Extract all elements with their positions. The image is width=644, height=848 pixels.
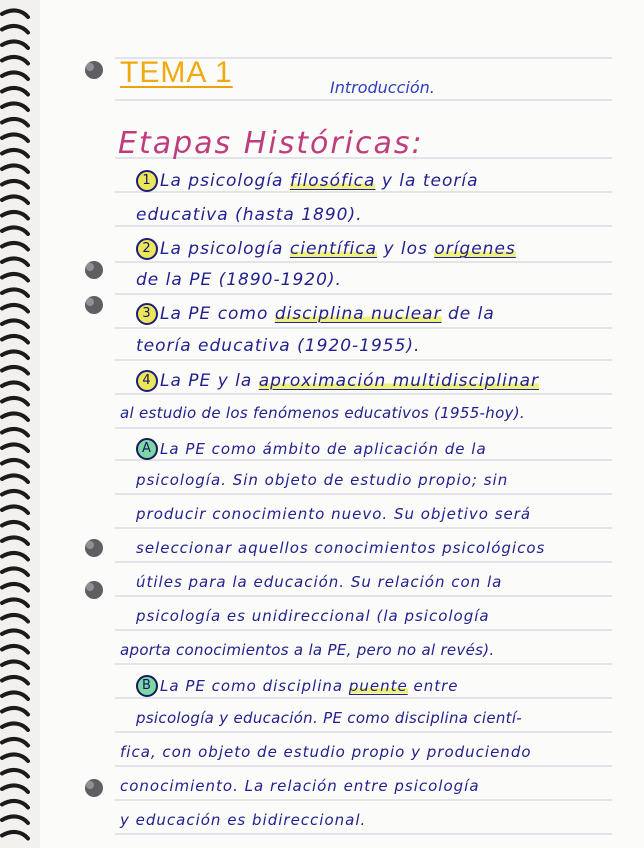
item-marker: 4: [136, 370, 158, 392]
list-item-continuation: al estudio de los fenómenos educativos (1955-hoy).: [120, 404, 525, 422]
highlighted-term: aproximación multidisciplinar: [258, 371, 540, 391]
sub-item-b-line: psicología y educación. PE como disciplina cientí-: [136, 709, 523, 727]
list-item: 3 La PE como disciplina nuclear de la: [136, 303, 495, 325]
sub-item-marker: B: [136, 675, 158, 697]
list-item-continuation: educativa (hasta 1890).: [136, 205, 363, 225]
sub-item-b-line: conocimiento. La relación entre psicología: [120, 777, 480, 795]
highlighted-term: puente: [348, 677, 408, 695]
highlighted-term: científica: [289, 239, 378, 259]
sub-item-b-line: fica, con objeto de estudio propio y produciendo: [120, 743, 532, 761]
sub-item-a-line: A La PE como ámbito de aplicación de la: [136, 438, 487, 460]
page-title: TEMA 1: [120, 56, 233, 89]
list-item: 1 La psicología filosófica y la teoría: [136, 170, 479, 192]
page-subtitle: Introducción.: [330, 78, 435, 97]
item-marker: 2: [136, 238, 158, 260]
list-item: 2 La psicología científica y los orígenes: [136, 238, 516, 260]
sub-item-a-line: aporta conocimientos a la PE, pero no al revés).: [120, 641, 495, 659]
item-marker: 3: [136, 303, 158, 325]
sub-item-a-line: seleccionar aquellos conocimientos psicológicos: [136, 539, 546, 557]
sub-item-a-line: psicología. Sin objeto de estudio propio; sin: [136, 471, 509, 489]
sub-item-a-line: psicología es unidireccional (la psicología: [136, 607, 490, 625]
highlighted-term: filosófica: [289, 171, 376, 191]
section-heading: Etapas Históricas:: [118, 126, 424, 161]
list-item-continuation: de la PE (1890-1920).: [136, 270, 342, 290]
list-item-continuation: teoría educativa (1920-1955).: [136, 336, 421, 356]
sub-item-b-line: y educación es bidireccional.: [120, 811, 367, 829]
sub-item-a-line: producir conocimiento nuevo. Su objetivo será: [136, 505, 532, 523]
sub-item-marker: A: [136, 438, 158, 460]
sub-item-b-line: B La PE como disciplina puente entre: [136, 675, 459, 697]
item-marker: 1: [136, 170, 158, 192]
sub-item-a-line: útiles para la educación. Su relación con la: [136, 573, 503, 591]
highlighted-term: disciplina nuclear: [274, 304, 442, 324]
list-item: 4 La PE y la aproximación multidisciplinar: [136, 370, 539, 392]
highlighted-term: orígenes: [434, 239, 516, 259]
